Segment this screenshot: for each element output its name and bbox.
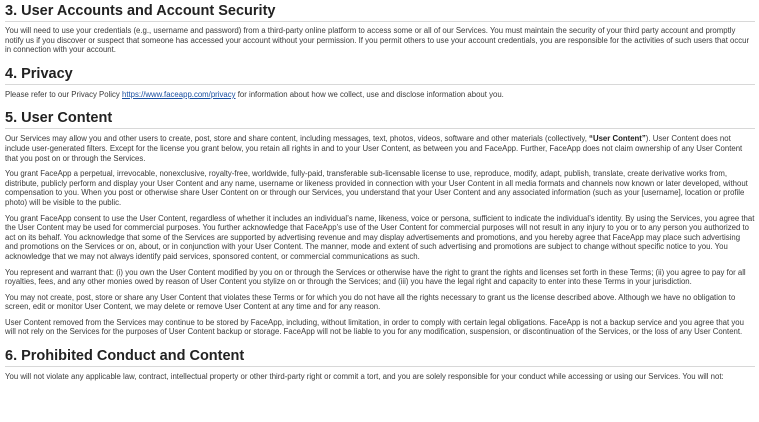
privacy-policy-link[interactable]: https://www.faceapp.com/privacy [122,89,236,99]
section-heading-prohibited-conduct: 6. Prohibited Conduct and Content [5,347,755,367]
intro-text-after: ). User Content does not include user-generated filters. Except for the license you grant below, you retain all rights in and to your User Content, as between you and FaceApp. Further, FaceApp does not claim ownership of any User Content that you post on or through the Services. [5,134,743,163]
section-paragraph: You represent and warrant that: (i) you own the User Content modified by you on or through the Services or otherwise have the right to grant the rights and licenses set forth in these Terms; (ii) you agree to pay for all royalties, fees, and any other monies owed by reason of User Content you stylize on or through the Services; and (iii) you have the legal right and capacity to enter into these Terms in your jurisdiction. [5,267,746,287]
section-paragraph: You grant FaceApp consent to use the User Content, regardless of whether it includes an individual’s name, likeness, voice or persona, sufficient to indicate the individual’s identity. By using the Services, you agree that the User Content may be used for commercial purposes. You further acknowledge that FaceApp’s use of the User Content for commercial purposes will not result in any injury to you or to any person you authorized to act on its behalf. You acknowledge that some of the Services are supported by advertising revenue and may display advertisements and promotions, and you hereby agree that FaceApp may place such advertising and promotions on the Services or on, about, or in conjunction with your User Content. The manner, mode and extent of such advertising and promotions are subject to change without specific notice to you. You acknowledge that we may not always identify paid services, sponsored content, or commercial communications as such. [5,213,755,261]
section-paragraph: You may not create, post, store or share any User Content that violates these Terms or for which you do not have all the rights necessary to grant us the license described above. Although we have no obligation to screen, edit or monitor User Content, we may delete or remove User Content at any time and for any reason. [5,292,736,312]
privacy-text-before: Please refer to our Privacy Policy [5,89,122,99]
section-paragraph: You will not violate any applicable law, contract, intellectual property or other third-party right or commit a tort, and you are solely responsible for your conduct while accessing or using our Services. You will not: [5,372,724,382]
privacy-paragraph [5,90,755,100]
section-paragraph: User Content removed from the Services may continue to be stored by FaceApp, including, without limitation, in order to comply with certain legal obligations. FaceApp is not a backup service and you agree that you will not rely on the Services for the purposes of User Content backup or storage. FaceApp will not be liable to you for any modification, suspension, or discontinuation of the Services, or the loss of any User Content. [5,317,744,337]
privacy-text-after: for information about how we collect, use and disclose information about you. [235,89,504,99]
user-content-intro-paragraph [5,134,755,163]
section-paragraph: You will need to use your credentials (e.g., username and password) from a third-party online platform to access some or all of our Services. You must maintain the security of your third party account and promptly notify us if you discover or suspect that someone has accessed your account without your permission. If you permit others to use your account credentials, you are responsible for the activities of such users that occur in connection with your account. [5,26,750,55]
intro-text-before: Our Services may allow you and other users to create, post, store and share content, including messages, text, photos, videos, software and other materials (collectively, [5,134,590,144]
section-heading-user-content: 5. User Content [5,109,755,129]
section-heading-user-accounts: 3. User Accounts and Account Security [5,2,755,22]
user-content-term: “User Content” [589,134,646,144]
section-paragraph: You grant FaceApp a perpetual, irrevocable, nonexclusive, royalty-free, worldwide, fully-paid, transferable sub-licensable license to use, reproduce, modify, adapt, publish, translate, create derivative works from, distribute, publicly perform and display your User Content and any name, username or likeness provided in connection with your User Content in all media formats and channels now known or later developed, without compensation to you. When you post or otherwise share User Content on or through our Services, you understand that your User Content and any associated information (such as your [username], location or profile photo) will be visible to the public. [5,169,748,207]
section-heading-privacy: 4. Privacy [5,65,755,85]
